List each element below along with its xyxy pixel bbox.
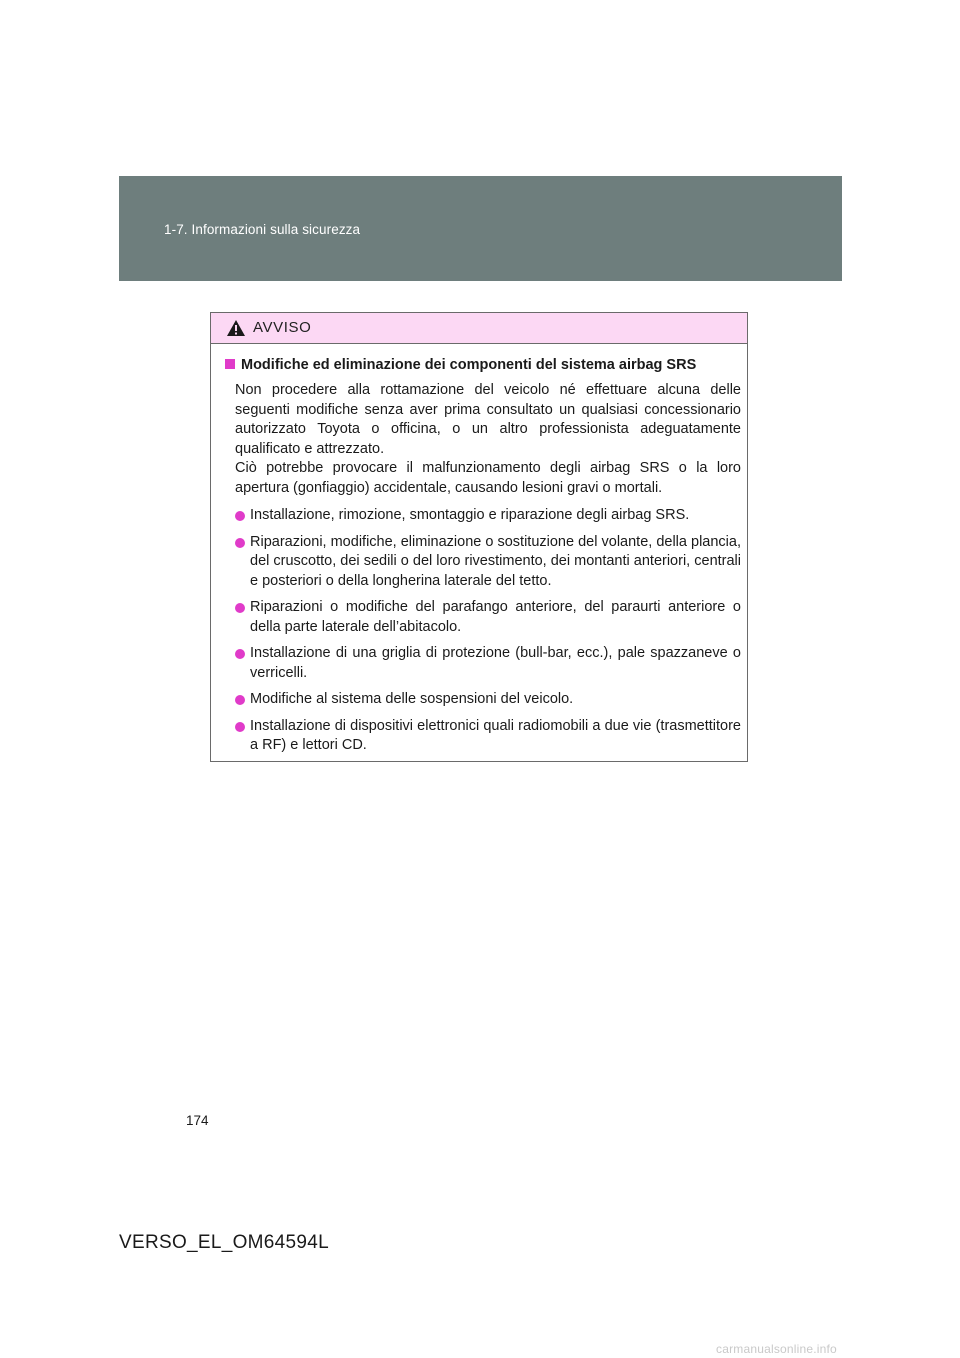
list-item [235,533,741,592]
warning-box [210,312,748,762]
page-number: 174 [186,1113,209,1128]
warning-intro [235,381,741,498]
list-item [235,506,741,526]
warning-intro-line: Non procedere alla rottamazione del veicolo né effettuare alcuna delle seguenti modifiche senza aver prima consultato un qualsiasi concessionario autorizzato Toyota o officina, o un altro professionista adeguatamente qualificato e attrezzato. [235,382,741,457]
square-bullet-icon [225,359,235,369]
list-item-text: Installazione, rimozione, smontaggio e riparazione degli airbag SRS. [250,507,690,523]
warning-header [211,313,747,344]
list-item [235,644,741,683]
round-bullet-icon [235,511,245,521]
round-bullet-icon [235,538,245,548]
round-bullet-icon [235,722,245,732]
warning-section-title-text: Modifiche ed eliminazione dei componenti del sistema airbag SRS [241,357,697,373]
list-item-text: Modifiche al sistema delle sospensioni del veicolo. [250,691,574,707]
warning-list [235,506,741,756]
list-item-text: Installazione di una griglia di protezione (bull-bar, ecc.), pale spazzaneve o verricelli. [250,645,741,681]
list-item [235,717,741,756]
warning-body [211,344,747,756]
warning-section-title [225,355,741,375]
list-item-text: Riparazioni o modifiche del parafango anteriore, del paraurti anteriore o della parte laterale dell’abitacolo. [250,599,741,635]
list-item [235,598,741,637]
list-item-text: Riparazioni, modifiche, eliminazione o sostituzione del volante, della plancia, del cruscotto, dei sedili o del loro rivestimento, dei montanti anteriori, centrali e posteriori o della longherina laterale del tetto. [250,533,741,589]
list-item [235,690,741,710]
document-code: VERSO_EL_OM64594L [119,1232,329,1253]
round-bullet-icon [235,695,245,705]
warning-title: AVVISO [253,319,312,336]
warning-triangle-icon [226,319,246,337]
round-bullet-icon [235,649,245,659]
list-item-text: Installazione di dispositivi elettronici quali radiomobili a due vie (trasmettitore a RF) e lettori CD. [250,717,741,753]
watermark-text: carmanualsonline.info [716,1342,837,1356]
round-bullet-icon [235,603,245,613]
header-band [119,176,842,281]
section-title-header: 1-7. Informazioni sulla sicurezza [164,222,361,237]
warning-intro-line: Ciò potrebbe provocare il malfunzionamento degli airbag SRS o la loro apertura (gonfiaggio) accidentale, causando lesioni gravi o mortali. [235,460,741,496]
